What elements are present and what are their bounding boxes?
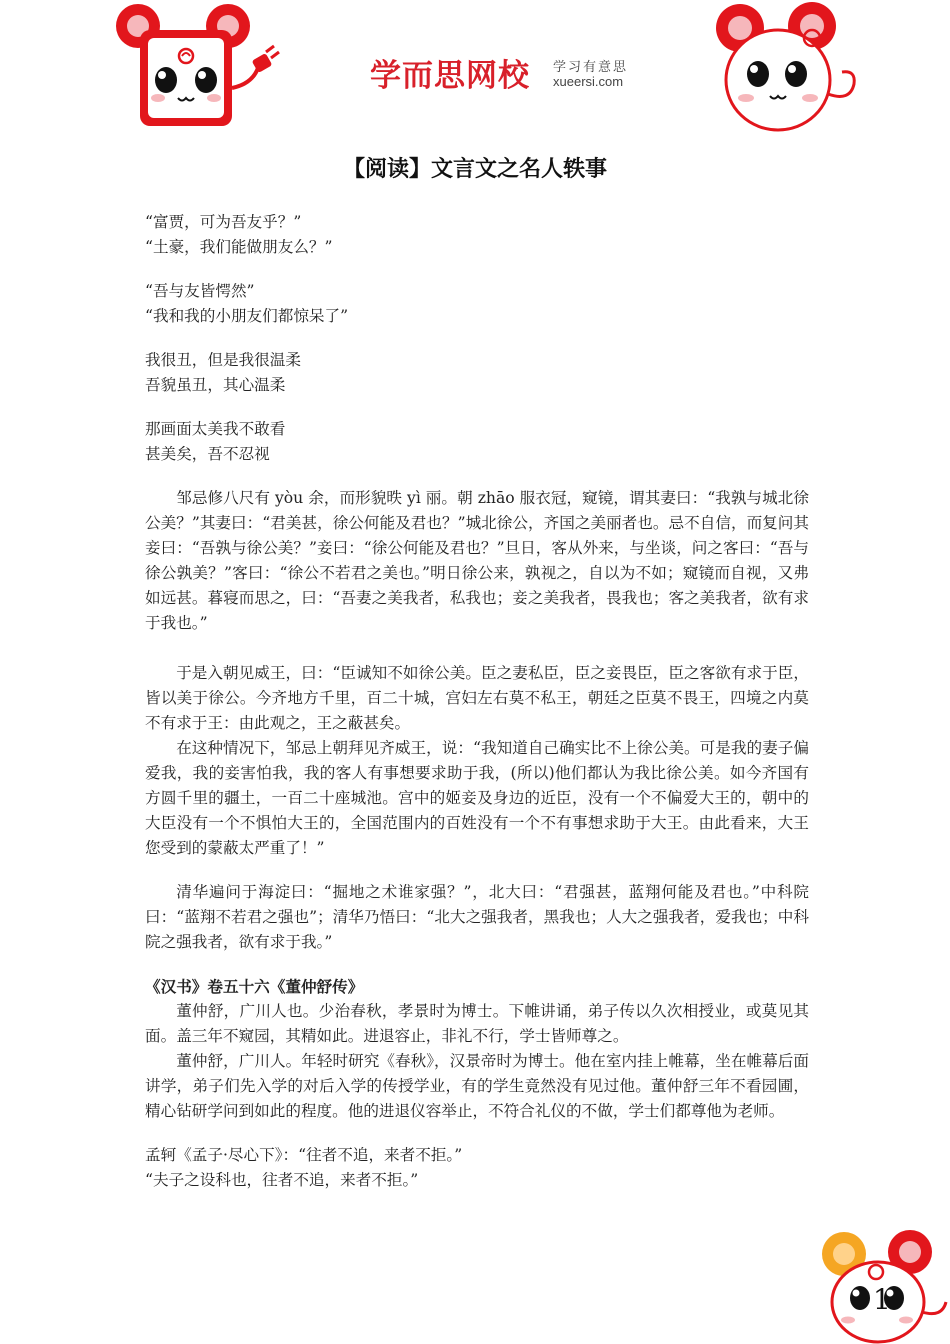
page-number: 1: [873, 1283, 891, 1316]
text-line: 吾貌虽丑，其心温柔: [145, 376, 286, 394]
text-line: 我很丑，但是我很温柔: [145, 351, 301, 369]
text-line: “土豪，我们能做朋友么？”: [145, 238, 333, 256]
logo-main-text: 学而思网校: [370, 58, 530, 94]
mascot-right-icon: [712, 0, 862, 135]
paragraph-dongzhongshu: 董仲舒，广川人也。少治春秋，孝景时为博士。下帷讲诵，弟子传以久次相授业，或莫见其面。盖三年不窥园，其精如此。进退容止，非礼不行，学士皆师尊之。: [145, 1002, 809, 1045]
paragraph-qinghua: 清华遍问于海淀曰：“掘地之术谁家强？”，北大曰：“君强甚，蓝翔何能及君也。”中科院曰：“蓝翔不若君之强也”；清华乃悟曰：“北大之强我者，黑我也；人大之强我者，爱我也；中科院之强我者，欲有求于我。”: [145, 883, 809, 951]
paragraph-translation: 在这种情况下，邹忌上朝拜见齐威王，说：“我知道自己确实比不上徐公美。可是我的妻子偏爱我，我的妾害怕我，我的客人有事想要求助于我，(所以)他们都认为我比徐公美。如今齐国有方圆千里的疆土，一百二十座城池。宫中的姬妾及身边的近臣，没有一个不偏爱大王的，朝中的大臣没有一个不惧怕大王的，全国范围内的百姓没有一个不有事想求助于大王。由此看来，大王您受到的蒙蔽太严重了！”: [145, 739, 809, 857]
mascot-left-icon: [108, 0, 283, 135]
paragraph-zouji: 邹忌修八尺有 yòu 余，而形貌昳 yì 丽。朝 zhāo 服衣冠，窥镜，谓其妻曰：“我孰与城北徐公美？”其妻曰：“君美甚，徐公何能及君也？”城北徐公，齐国之美丽者也。忌不自信，而复问其妾曰：“吾孰与徐公美？”妾曰：“徐公何能及君也？”旦日，客从外来，与坐谈，问之客曰：“吾与徐公孰美？”客曰：“徐公不若君之美也。”明日徐公来，孰视之，自以为不如；窥镜而自视，又弗如远甚。暮寝而思之，曰：“吾妻之美我者，私我也；妾之美我者，畏我也；客之美我者，欲有求于我也。”: [145, 489, 809, 632]
logo-url: xueersi.com: [553, 74, 624, 89]
text-line: “富贾，可为吾友乎？”: [145, 213, 302, 231]
page-title: 【阅读】文言文之名人轶事: [342, 156, 607, 182]
text-line: 甚美矣，吾不忍视: [145, 445, 270, 463]
logo-tagline: 学习有意思: [553, 60, 629, 75]
text-line: 那画面太美我不敢看: [145, 420, 286, 438]
paragraph-weiwang: 于是入朝见威王，曰：“臣诚知不如徐公美。臣之妻私臣，臣之妾畏臣，臣之客欲有求于臣，皆以美于徐公。今齐地方千里，百二十城，宫妇左右莫不私王，朝廷之臣莫不畏王，四境之内莫不有求于王：由此观之，王之蔽甚矣。: [145, 664, 809, 732]
text-line: “我和我的小朋友们都惊呆了”: [145, 307, 349, 325]
text-line: “吾与友皆愕然”: [145, 282, 255, 300]
paragraph-dongzhongshu-translation: 董仲舒，广川人。年轻时研究《春秋》，汉景帝时为博士。他在室内挂上帷幕，坐在帷幕后面讲学，弟子们先入学的对后入学的传授学业，有的学生竟然没有见过他。董仲舒三年不看园圃，精心钻研学问到如此的程度。他的进退仪容举止，不符合礼仪的不做，学士们都尊他为老师。: [145, 1052, 809, 1120]
xueersi-logo: [370, 50, 660, 98]
article-body: [145, 210, 809, 1193]
text-line: 孟轲《孟子·尽心下》：“往者不追，来者不拒。”: [145, 1146, 463, 1164]
text-line: “夫子之设科也，往者不追，来者不拒。”: [145, 1171, 419, 1189]
section-heading-hanshu: 《汉书》卷五十六《董仲舒传》: [145, 977, 364, 996]
